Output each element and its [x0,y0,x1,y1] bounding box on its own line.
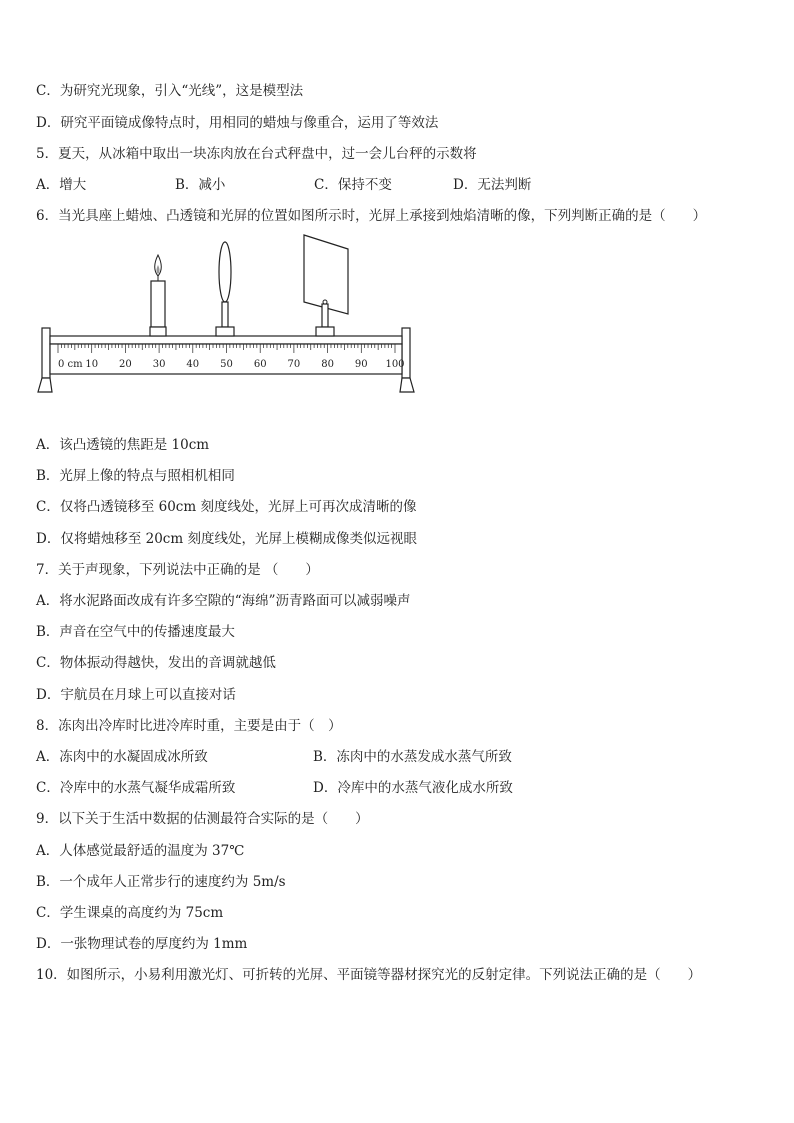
ruler-tick-label: 50 [220,359,233,370]
question-6-option-c: C．仅将凸透镜移至 60cm 刻度线处，光屏上可再次成清晰的像 [36,499,417,515]
question-6-stem: 6．当光具座上蜡烛、凸透镜和光屏的位置如图所示时，光屏上承接到烛焰清晰的像，下列判断正确的是（ ） [36,208,707,224]
ruler-tick-label: 0 cm [58,359,83,370]
question-5-stem: 5．夏天，从冰箱中取出一块冻肉放在台式秤盘中，过一会儿台秤的示数将 [36,146,477,162]
lens-holder [216,327,234,336]
ruler-tick-label: 30 [152,359,166,370]
screen-holder [316,327,334,336]
question-6-option-d: D．仅将蜡烛移至 20cm 刻度线处，光屏上模糊成像类似远视眼 [36,531,417,547]
question-6-option-a: A．该凸透镜的焦距是 10cm [36,437,210,453]
ruler-tick-label: 90 [354,359,368,370]
question-7-option-b: B．声音在空气中的传播速度最大 [36,624,235,640]
question-9-option-a: A．人体感觉最舒适的温度为 37℃ [36,843,245,859]
optical-bench-figure [36,232,416,397]
question-6-option-b: B．光屏上像的特点与照相机相同 [36,468,235,484]
question-5-option-c: C．保持不变 [314,177,392,193]
question-4-option-c: C．为研究光现象，引入“光线”，这是模型法 [36,83,304,99]
convex-lens [219,242,231,327]
question-5-option-a: A．增大 [36,177,87,193]
ruler-tick-label: 80 [321,359,334,370]
question-8-option-b: B．冻肉中的水蒸发成水蒸气所致 [313,749,512,765]
question-7-option-a: A．将水泥路面改成有许多空隙的“海绵”沥青路面可以减弱噪声 [36,593,411,609]
ruler-tick-label: 60 [253,359,267,370]
question-4-option-d: D．研究平面镜成像特点时，用相同的蜡烛与像重合，运用了等效法 [36,115,439,131]
question-5-option-d: D．无法判断 [453,177,532,193]
ruler-tick-label: 70 [287,359,301,370]
candle [151,255,165,327]
question-8-option-d: D．冷库中的水蒸气液化成水所致 [313,780,513,796]
candle-holder [150,327,166,336]
ruler-tick-label: 10 [85,359,99,370]
question-7-option-d: D．宇航员在月球上可以直接对话 [36,687,236,703]
question-7-stem: 7．关于声现象，下列说法中正确的是 （ ） [36,562,319,578]
ruler-tick-label: 20 [119,359,132,370]
bench-rail [50,336,402,344]
question-9-option-c: C．学生课桌的高度约为 75cm [36,905,224,921]
light-screen [304,235,348,327]
ruler-tick-label: 100 [385,359,405,370]
question-8-option-a: A．冻肉中的水凝固成冰所致 [36,749,208,765]
question-8-stem: 8．冻肉出冷库时比进冷库时重，主要是由于（ ） [36,718,342,734]
question-9-option-d: D．一张物理试卷的厚度约为 1mm [36,936,248,952]
question-9-stem: 9．以下关于生活中数据的估测最符合实际的是（ ） [36,811,369,827]
question-8-option-c: C．冷库中的水蒸气凝华成霜所致 [36,780,236,796]
ruler-tick-label: 40 [186,359,200,370]
question-9-option-b: B．一个成年人正常步行的速度约为 5m/s [36,874,286,890]
question-10-stem: 10．如图所示，小易利用激光灯、可折转的光屏、平面镜等器材探究光的反射定律。下列说法正确的是（ ） [36,967,702,983]
question-7-option-c: C．物体振动得越快，发出的音调就越低 [36,655,276,671]
question-5-option-b: B．减小 [175,177,226,193]
